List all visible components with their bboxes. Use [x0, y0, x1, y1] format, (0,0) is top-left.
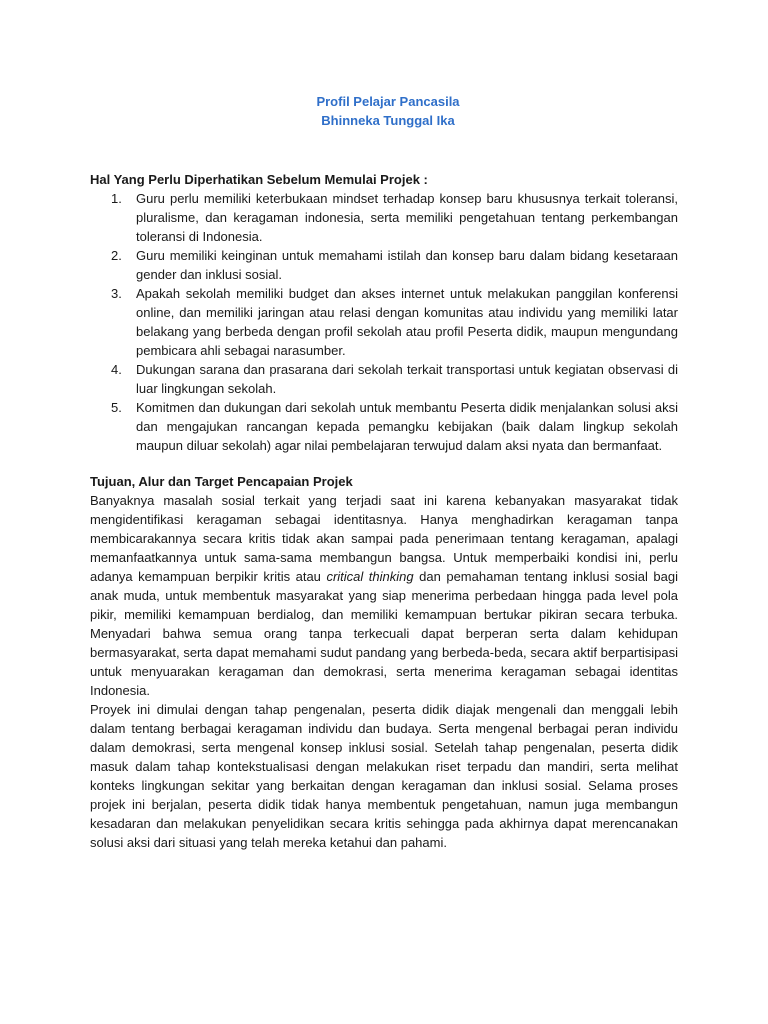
paragraph-italic-term: critical thinking: [326, 569, 414, 584]
section-heading-goals: Tujuan, Alur dan Target Pencapaian Projek: [90, 474, 353, 489]
list-item: [90, 284, 678, 360]
section-heading-preparation: Hal Yang Perlu Diperhatikan Sebelum Memulai Projek :: [90, 172, 428, 187]
list-item-number: 5.: [111, 400, 122, 415]
list-item-text: Dukungan sarana dan prasarana dari sekolah terkait transportasi untuk kegiatan observasi di luar lingkungan sekolah.: [136, 362, 678, 396]
title-line-2: Bhinneka Tunggal Ika: [321, 113, 455, 128]
paragraph-background: [90, 491, 678, 700]
title-line-1: Profil Pelajar Pancasila: [316, 94, 460, 109]
list-item-number: 1.: [111, 191, 122, 206]
list-item: [90, 246, 678, 284]
paragraph-text: dan pemahaman tentang inklusi sosial bagi anak muda, untuk membentuk masyarakat yang siap menerima perbedaan hingga pada level pola pikir, memiliki kemampuan berdialog, dan memiliki kemampuan bertukar pikiran secara terbuka. Menyadari bahwa semua orang tanpa terkecuali dapat berperan serta dalam kehidupan bermasyarakat, serta dapat memahami sudut pandang yang berbeda-beda, secara aktif berpartisipasi untuk menyuarakan keragaman dan demokrasi, serta menerima keragaman sebagai identitas Indonesia.: [90, 569, 678, 698]
document-title: [98, 92, 678, 130]
paragraph-text: Banyaknya masalah sosial terkait yang terjadi saat ini karena kebanyakan masyarakat tidak mengidentifikasi keragaman sebagai identitasnya. Hanya menghadirkan keragaman tanpa membicarakannya secara kritis tidak akan sampai pada penerimaan tentang keragaman, apalagi memanfaatkannya untuk sama-sama membangun bangsa. Untuk memperbaiki kondisi ini, perlu adanya kemampuan berpikir kritis atau: [90, 493, 678, 584]
preparation-list: [90, 189, 678, 455]
list-item: [90, 398, 678, 455]
list-item-text: Guru memiliki keinginan untuk memahami istilah dan konsep baru dalam bidang kesetaraan gender dan inklusi sosial.: [136, 248, 678, 282]
list-item-number: 3.: [111, 286, 122, 301]
list-item-number: 4.: [111, 362, 122, 377]
list-item: [90, 189, 678, 246]
list-item-number: 2.: [111, 248, 122, 263]
paragraph-project-flow: Proyek ini dimulai dengan tahap pengenalan, peserta didik diajak mengenali dan menggali lebih dalam tentang berbagai keragaman individu dan budaya. Serta mengenal berbagai peran individu dalam demokrasi, serta mengenal konsep inklusi sosial. Setelah tahap pengenalan, peserta didik masuk dalam tahap kontekstualisasi dengan melakukan riset terpadu dan mandiri, serta melihat konteks lingkungan sekitar yang berkaitan dengan keragaman dan inklusi sosial. Selama proses projek ini berjalan, peserta didik tidak hanya membentuk pengetahuan, namun juga membangun kesadaran dan melakukan penyelidikan secara kritis sehingga pada akhirnya dapat merencanakan solusi aksi dari situasi yang telah mereka ketahui dan pahami.: [90, 702, 678, 850]
list-item: [90, 360, 678, 398]
list-item-text: Komitmen dan dukungan dari sekolah untuk membantu Peserta didik menjalankan solusi aksi dan mengajukan rancangan kepada pemangku kebijakan (baik dalam lingkup sekolah maupun diluar sekolah) agar nilai pembelajaran terwujud dalam aksi nyata dan bermanfaat.: [136, 400, 678, 453]
list-item-text: Apakah sekolah memiliki budget dan akses internet untuk melakukan panggilan konferensi online, dan memiliki jaringan atau relasi dengan komunitas atau individu yang memiliki latar belakang yang berbeda dengan profil sekolah atau profil Peserta didik, maupun mengundang pembicara ahli sebagai narasumber.: [136, 286, 678, 358]
list-item-text: Guru perlu memiliki keterbukaan mindset terhadap konsep baru khususnya terkait toleransi, pluralisme, dan keragaman indonesia, serta memiliki pengetahuan tentang perkembangan toleransi di Indonesia.: [136, 191, 678, 244]
